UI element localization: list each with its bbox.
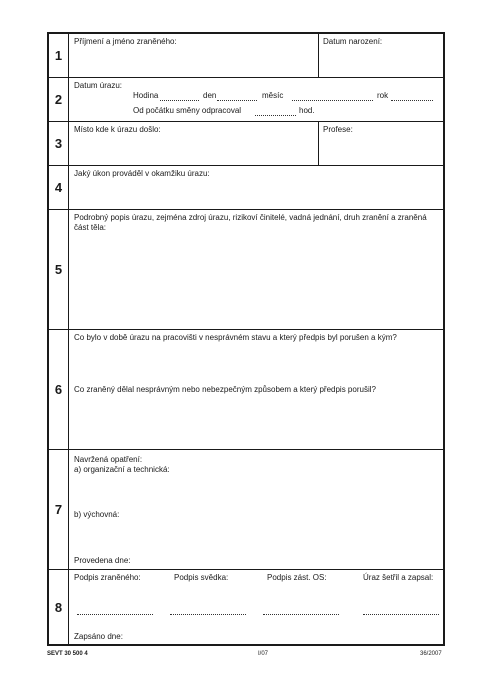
place-field[interactable] xyxy=(69,122,318,165)
worked-dots xyxy=(255,115,296,116)
row-number: 6 xyxy=(49,330,69,449)
page-code: I/07 xyxy=(258,651,269,657)
behavior-question: Co zraněný dělal nesprávným nebo nebezpečným způsobem a který předpis porušil? xyxy=(74,385,376,394)
day-label: den xyxy=(203,91,217,100)
hours-unit-label: hod. xyxy=(299,106,315,115)
month-dots xyxy=(292,100,373,101)
technical-measures-label: a) organizační a technická: xyxy=(74,465,170,474)
row-3 xyxy=(49,122,443,166)
accident-record-form xyxy=(47,32,445,646)
union-signature-label: Podpis zást. OS: xyxy=(267,573,327,582)
investigator-signature-line[interactable] xyxy=(363,614,439,615)
row-number: 8 xyxy=(49,570,69,644)
recorded-date-label: Zapsáno dne: xyxy=(74,632,123,641)
measures-label: Navržená opatření: xyxy=(74,455,143,464)
name-label: Příjmení a jméno zraněného: xyxy=(74,37,177,46)
profession-field[interactable] xyxy=(319,122,443,165)
injured-signature-line[interactable] xyxy=(77,614,153,615)
place-label: Místo kde k úrazu došlo: xyxy=(74,125,161,134)
year-label: rok xyxy=(377,91,389,100)
witness-signature-label: Podpis svědka: xyxy=(174,573,229,582)
measures-field[interactable] xyxy=(69,450,443,569)
month-label: měsíc xyxy=(262,91,284,100)
row-5 xyxy=(49,210,443,330)
injury-date-field[interactable] xyxy=(69,78,443,121)
row-7 xyxy=(49,450,443,570)
year-dots xyxy=(391,100,433,101)
birth-date-field[interactable] xyxy=(319,34,443,77)
investigator-signature-label: Úraz šetřil a zapsal: xyxy=(363,573,434,582)
row-number: 1 xyxy=(49,34,69,77)
day-dots xyxy=(217,100,257,101)
birth-date-label: Datum narození: xyxy=(323,37,383,46)
worked-label: Od počátku směny odpracoval xyxy=(133,106,242,115)
row-number: 5 xyxy=(49,210,69,329)
form-code: SEVT 30 500 4 xyxy=(47,651,88,657)
name-field[interactable] xyxy=(69,34,318,77)
injured-signature-label: Podpis zraněného: xyxy=(74,573,141,582)
profession-label: Profese: xyxy=(323,125,353,134)
row-number: 3 xyxy=(49,122,69,165)
row-4 xyxy=(49,166,443,210)
violations-field[interactable] xyxy=(69,330,443,449)
hour-dots xyxy=(160,100,199,101)
hour-label: Hodina xyxy=(133,91,159,100)
description-label: Podrobný popis úrazu, zejména zdroj úrazu, rizikoví činitelé, vadná jednání, druh zranění a zraněná část těla: xyxy=(74,213,427,232)
injury-date-label: Datum úrazu: xyxy=(74,81,123,90)
row-2 xyxy=(49,78,443,122)
carried-out-label: Provedena dne: xyxy=(74,556,131,565)
educational-measures-label: b) výchovná: xyxy=(74,510,120,519)
row-8 xyxy=(49,570,443,644)
row-6 xyxy=(49,330,443,450)
row-1 xyxy=(49,34,443,78)
description-field[interactable] xyxy=(69,210,443,329)
task-field[interactable] xyxy=(69,166,443,209)
row-number: 4 xyxy=(49,166,69,209)
edition-code: 36/2007 xyxy=(420,651,442,657)
union-signature-line[interactable] xyxy=(263,614,339,615)
witness-signature-line[interactable] xyxy=(170,614,246,615)
signatures-field xyxy=(69,570,443,644)
workplace-question: Co bylo v době úrazu na pracovišti v nesprávném stavu a který předpis byl porušen a kým? xyxy=(74,333,397,342)
row-number: 7 xyxy=(49,450,69,569)
task-label: Jaký úkon prováděl v okamžiku úrazu: xyxy=(74,169,210,178)
row-number: 2 xyxy=(49,78,69,121)
